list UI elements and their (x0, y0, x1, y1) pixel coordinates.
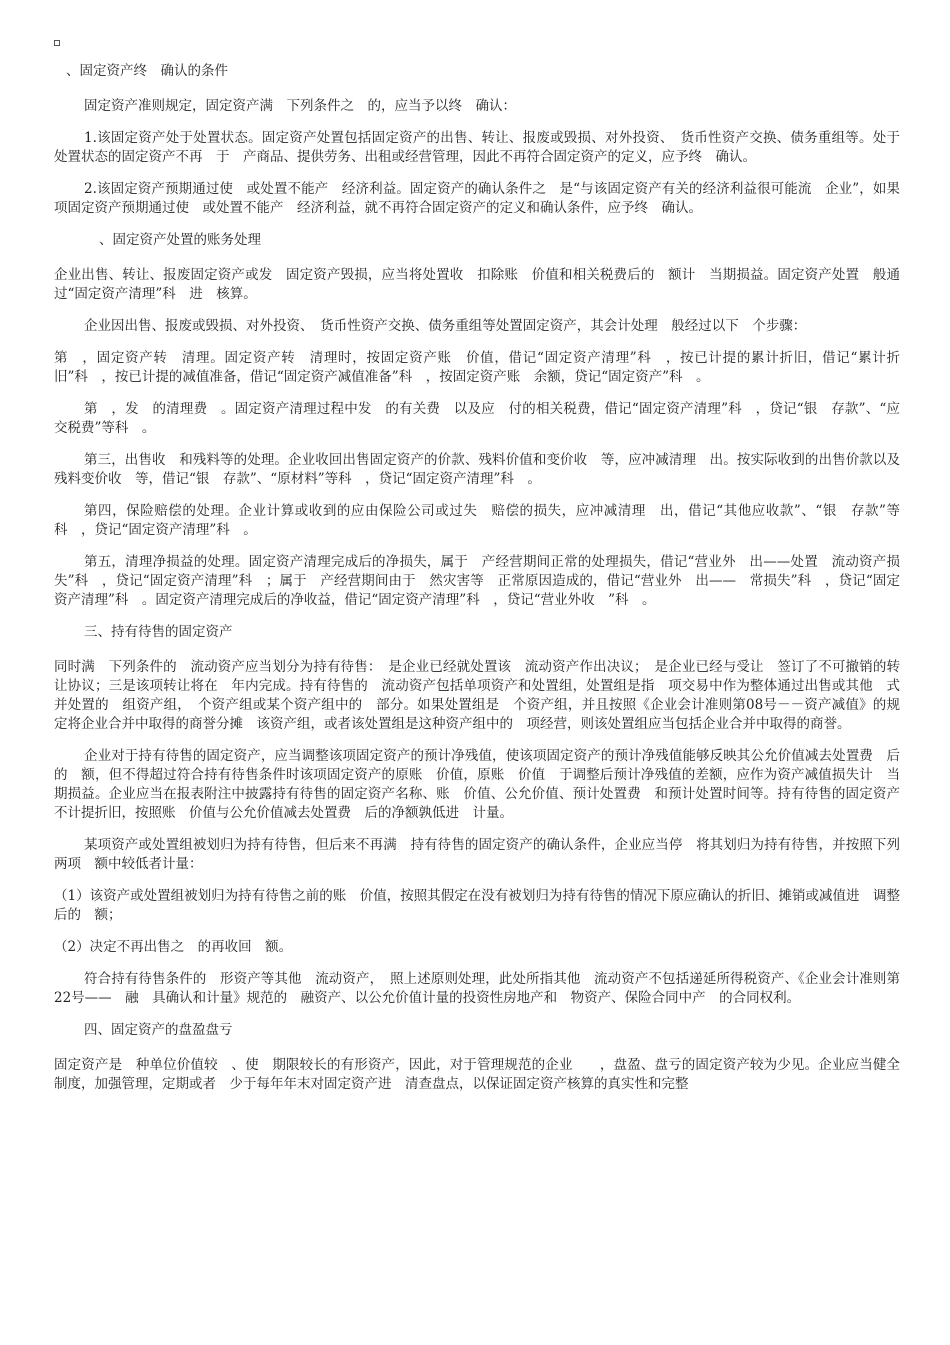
page-marker-icon (54, 40, 60, 46)
paragraph: 1.该固定资产处于处置状态。固定资产处置包括固定资产的出售、转让、报废或毁损、对外投资、 货币性资产交换、债务重组等。处于处置状态的固定资产不再 于 产商品、提供劳务、出租或经营管理，因此不再符合固定资产的定义，应予终 确认。 (54, 130, 900, 165)
paragraph: （2）决定不再出售之 的再收回 额。 (54, 939, 293, 955)
section-heading: 四、固定资产的盘盈盘亏 (84, 1022, 233, 1038)
paragraph: 企业对于持有待售的固定资产，应当调整该项固定资产的预计净残值，使该项固定资产的预计净残值能够反映其公允价值减去处置费 后的 额，但不得超过符合持有待售条件时该项固定资产的原账 价值，原账 价值 于调整后预计净残值的差额，应作为资产减值损失计 当期损益。企业应当在报表附注中披露持有待售的固定资产名称、账 价值、公允价值、预计处置费 和预计处置时间等。持有待售的固定资产不计提折旧，按照账 价值与公允价值减去处置费 后的净额孰低进 计量。 (54, 748, 900, 821)
paragraph: 企业出售、转让、报废固定资产或发 固定资产毁损，应当将处置收 扣除账 价值和相关税费后的 额计 当期损益。固定资产处置 般通过“固定资产清理”科 进 核算。 (54, 267, 900, 302)
paragraph: 第四，保险赔偿的处理。企业计算或收到的应由保险公司或过失 赔偿的损失，应冲减清理 出，借记“其他应收款”、“银 存款”等科 ，贷记“固定资产清理”科 。 (54, 503, 900, 538)
paragraph: 第 ，固定资产转 清理。固定资产转 清理时，按固定资产账 价值，借记“固定资产清理”科 ，按已计提的累计折旧，借记“累计折旧”科 ，按已计提的减值准备，借记“固定资产减值准备”科 ，按固定资产账 余额，贷记“固定资产”科 。 (54, 350, 900, 385)
paragraph: 符合持有待售条件的 形资产等其他 流动资产， 照上述原则处理，此处所指其他 流动资产不包括递延所得税资产、《企业会计准则第22号—— 融 具确认和计量》规范的 融资产、以公允价值计量的投资性房地产和 物资产、保险合同中产 的合同权利。 (54, 971, 900, 1006)
paragraph: 2.该固定资产预期通过使 或处置不能产 经济利益。固定资产的确认条件之 是“与该固定资产有关的经济利益很可能流 企业”，如果 项固定资产预期通过使 或处置不能产 经济利益，就不再符合固定资产的定义和确认条件，应予终 确认。 (54, 181, 914, 216)
paragraph: 第五，清理净损益的处理。固定资产清理完成后的净损失，属于 产经营期间正常的处理损失，借记“营业外 出——处置 流动资产损失”科 ，贷记“固定资产清理”科 ；属于 产经营期间由于 然灾害等 正常原因造成的，借记“营业外 出—— 常损失”科 ，贷记“固定资产清理”科 。固定资产清理完成后的净收益，借记“固定资产清理”科 ，贷记“营业外收 ”科 。 (54, 554, 900, 608)
paragraph: 企业因出售、报废或毁损、对外投资、 货币性资产交换、债务重组等处置固定资产，其会计处理 般经过以下 个步骤： (84, 318, 807, 334)
paragraph: 固定资产是 种单位价值较 、使 期限较长的有形资产，因此，对于管理规范的企业 ，盘盈、盘亏的固定资产较为少见。企业应当健全制度，加强管理，定期或者 少于每年年末对固定资产进 清查盘点，以保证固定资产核算的真实性和完整 (54, 1057, 900, 1092)
section-heading: 、固定资产处置的账务处理 (99, 232, 261, 248)
paragraph: 某项资产或处置组被划归为持有待售，但后来不再满 持有待售的固定资产的确认条件，企业应当停 将其划归为持有待售，并按照下列两项 额中较低者计量： (54, 837, 900, 872)
paragraph: （1）该资产或处置组被划归为持有待售之前的账 价值，按照其假定在没有被划归为持有待售的情况下原应确认的折旧、摊销或减值进 调整后的 额； (54, 888, 900, 923)
paragraph: 第三，出售收 和残料等的处理。企业收回出售固定资产的价款、残料价值和变价收 等，应冲减清理 出。按实际收到的出售价款以及残料变价收 等，借记“银 存款”、“原材料”等科 ，贷记“固定资产清理”科 。 (54, 452, 900, 487)
paragraph: 第 ，发 的清理费 。固定资产清理过程中发 的有关费 以及应 付的相关税费，借记“固定资产清理”科 ，贷记“银 存款”、“应交税费”等科 。 (54, 401, 900, 436)
section-heading: 、固定资产终 确认的条件 (66, 63, 228, 79)
paragraph: 固定资产准则规定，固定资产满 下列条件之 的，应当予以终 确认： (84, 98, 516, 114)
section-heading: 三、持有待售的固定资产 (84, 624, 233, 640)
document-body (54, 62, 914, 1107)
paragraph: 同时满 下列条件的 流动资产应当划分为持有待售： 是企业已经就处置该 流动资产作出决议； 是企业已经与受让 签订了不可撤销的转让协议；三是该项转让将在 年内完成。持有待售的 流动资产包括单项资产和处置组，处置组是指 项交易中作为整体通过出售或其他 式 并处置的 组资产组， 个资产组或某个资产组中的 部分。如果处置组是 个资产组，并且按照《企业会计准则第08号－－资产减值》的规定将企业合并中取得的商誉分摊 该资产组，或者该处置组是这种资产组中的 项经营，则该处置组应当包括企业合并中取得的商誉。 (54, 659, 914, 732)
